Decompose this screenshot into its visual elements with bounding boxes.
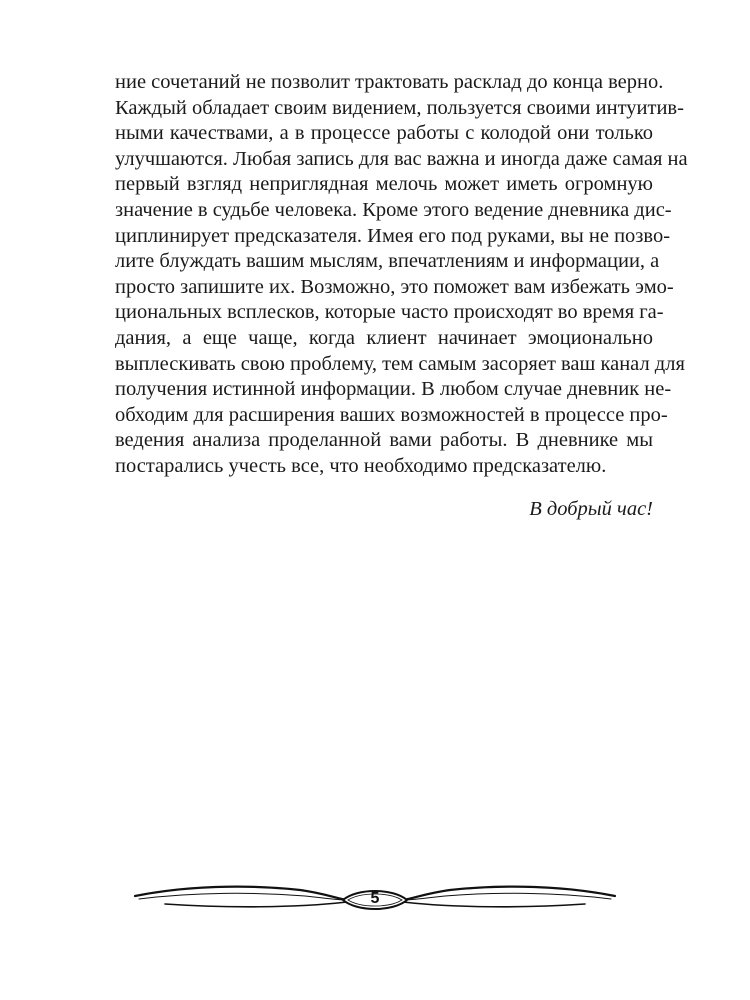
paragraph-line-5: первый взгляд неприглядная мелочь может иметь огромную: [115, 173, 653, 196]
paragraph-line-9: просто запишите их. Возможно, это поможет вам избежать эмо-: [115, 275, 674, 298]
paragraph-line-8: лите блуждать вашим мыслям, впечатлениям и информации, а: [115, 250, 660, 273]
paragraph-line-16: постарались учесть все, что необходимо предсказателю.: [115, 454, 607, 477]
paragraph-line-6: значение в судьбе человека. Кроме этого ведение дневника дис-: [115, 198, 672, 221]
page-footer: [125, 878, 625, 922]
paragraph-line-3: ными качествами, а в процессе работы с колодой они только: [115, 122, 653, 145]
paragraph-line-15: ведения анализа проделанной вами работы. В дневнике мы: [115, 429, 653, 452]
paragraph-line-10: циональных всплесков, которые часто происходят во время га-: [115, 301, 664, 324]
paragraph-line-13: получения истинной информации. В любом случае дневник не-: [115, 378, 672, 401]
paragraph-line-11: дания, а еще чаще, когда клиент начинает эмоционально: [115, 326, 653, 349]
paragraph-line-7: циплинирует предсказателя. Имея его под руками, вы не позво-: [115, 224, 671, 247]
page-body: [115, 70, 688, 522]
paragraph-line-1: ние сочетаний не позволит трактовать расклад до конца верно.: [115, 71, 664, 93]
page-number: 5: [370, 890, 380, 907]
paragraph-line-12: выплескивать свою проблему, тем самым засоряет ваш канал для: [115, 352, 685, 375]
paragraph-line-14: обходим для расширения ваших возможностей в процессе про-: [115, 403, 668, 426]
signoff: В добрый час!: [529, 497, 653, 520]
paragraph-line-4: улучшаются. Любая запись для вас важна и иногда даже самая на: [115, 147, 688, 170]
paragraph-line-2: Каждый обладает своим видением, пользуется своими интуитив-: [115, 96, 684, 119]
